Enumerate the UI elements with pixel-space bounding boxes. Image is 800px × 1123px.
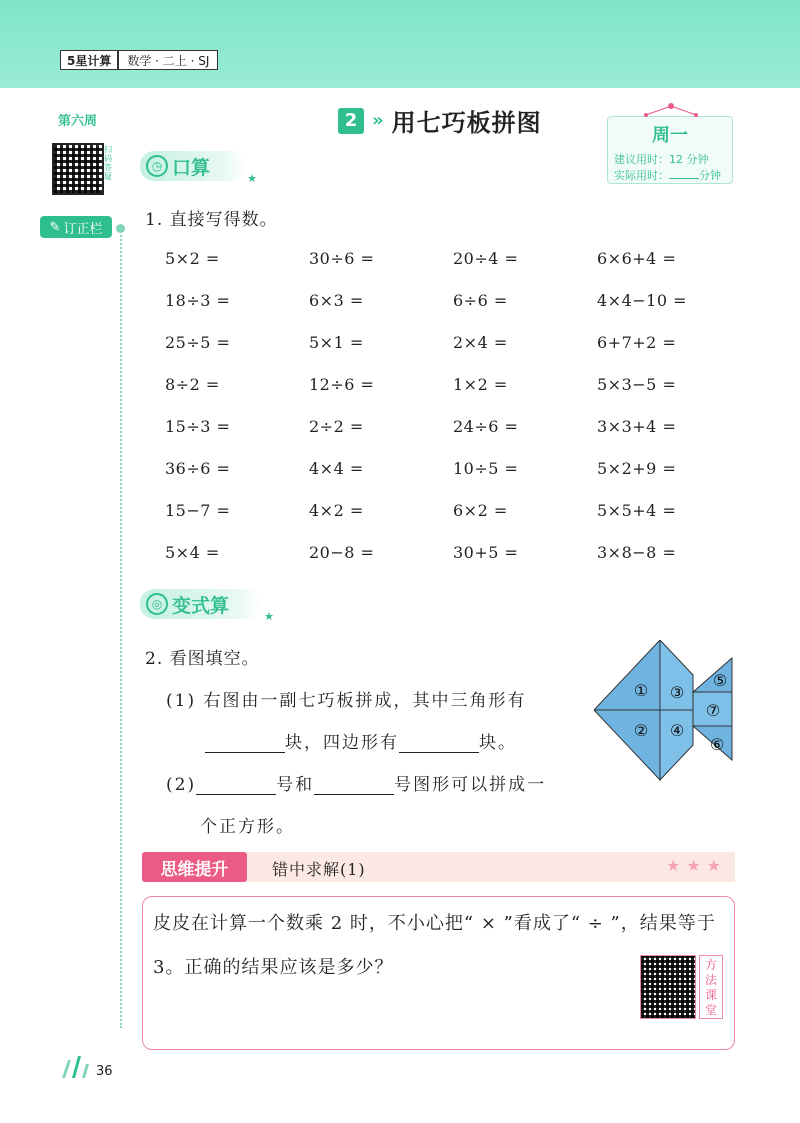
correction-divider: [120, 228, 122, 1028]
calc-item: 6×6+4 =: [597, 249, 677, 268]
calc-item: 5×2+9 =: [597, 459, 677, 478]
stopwatch-icon: ◷: [146, 155, 168, 177]
correction-label: 订正栏: [63, 221, 103, 237]
answer-blank-quadrilaterals[interactable]: [399, 735, 479, 753]
calc-item: 5×4 =: [165, 543, 220, 562]
week-label: 第六周: [58, 114, 98, 129]
answer-blank-piece-b[interactable]: [314, 777, 394, 795]
calc-item: 12÷6 =: [309, 375, 375, 394]
piece-label-2: ②: [633, 721, 649, 740]
qr-side-text: 扫码答疑: [104, 145, 112, 181]
star-icon: ★: [247, 172, 257, 185]
calc-item: 6÷6 =: [453, 291, 508, 310]
piece-label-1: ①: [633, 681, 649, 700]
q2-part1-mid: 块，四边形有: [285, 733, 399, 753]
calc-item: 25÷5 =: [165, 333, 231, 352]
lesson-title: [338, 103, 542, 138]
answer-blank-triangles[interactable]: [205, 735, 285, 753]
calc-item: 20−8 =: [309, 543, 375, 562]
piece-label-4: ④: [669, 721, 685, 740]
pencil-icon: ✎: [49, 219, 61, 235]
actual-time-suffix: 分钟: [699, 169, 721, 182]
calc-item: 3×3+4 =: [597, 417, 677, 436]
qr-code-icon[interactable]: [640, 955, 696, 1019]
question-1-title: 1. 直接写得数。: [145, 210, 278, 230]
target-icon: ◎: [146, 593, 168, 615]
piece-label-5: ⑤: [712, 671, 728, 690]
section-variant-calc: [140, 589, 274, 623]
calc-item: 20÷4 =: [453, 249, 519, 268]
calc-item: 8÷2 =: [165, 375, 220, 394]
piece-label-7: ⑦: [705, 701, 721, 720]
qr-code-icon[interactable]: [52, 143, 104, 195]
q2-part2-end: 号图形可以拼成一: [394, 775, 547, 795]
tangram-piece-2: [594, 710, 660, 780]
tangram-fish-figure: [594, 640, 734, 785]
problem-line-2: 3。正确的结果应该是多少？: [153, 957, 394, 978]
q2-part2-mid: 号和: [276, 775, 315, 795]
star-icon: ★: [264, 610, 274, 623]
calc-item: 3×8−8 =: [597, 543, 677, 562]
correction-tag: [40, 216, 112, 238]
calc-item: 5×1 =: [309, 333, 364, 352]
calc-item: 5×3−5 =: [597, 375, 677, 394]
section-variant-calc-label: 变式算: [172, 594, 230, 617]
actual-time-blank[interactable]: [669, 169, 699, 179]
calc-item: 15−7 =: [165, 501, 231, 520]
section-oral-calc: [140, 151, 257, 185]
actual-time: [614, 167, 721, 183]
calc-item: 6×3 =: [309, 291, 364, 310]
actual-time-prefix: 实际用时：: [614, 169, 669, 182]
calc-item: 6+7+2 =: [597, 333, 677, 352]
question-2-title: 2. 看图填空。: [145, 649, 260, 669]
calc-item: 15÷3 =: [165, 417, 231, 436]
thinking-bar: [142, 852, 735, 882]
calc-item: 2×4 =: [453, 333, 508, 352]
book-mark-icon: [60, 1056, 94, 1078]
day-label: 周一: [652, 125, 688, 146]
page-number: 36: [96, 1064, 113, 1079]
calc-item: 18÷3 =: [165, 291, 231, 310]
calc-item: 1×2 =: [453, 375, 508, 394]
thinking-tag: 思维提升: [142, 852, 247, 882]
thinking-title: 错中求解(1): [272, 860, 366, 879]
day-card: [607, 116, 733, 184]
piece-label-6: ⑥: [709, 735, 725, 754]
divider-dot: [116, 224, 125, 233]
hanger-icon: [642, 103, 700, 117]
calc-item: 10÷5 =: [453, 459, 519, 478]
q2-part2-line2: 个正方形。: [200, 817, 295, 837]
calc-item: 36÷6 =: [165, 459, 231, 478]
q2-part1-end: 块。: [479, 733, 517, 753]
calc-item: 4×4 =: [309, 459, 364, 478]
difficulty-stars: ★★★: [665, 856, 727, 875]
calc-item: 5×5+4 =: [597, 501, 677, 520]
course-label: 数学 · 二上 · SJ: [127, 53, 210, 68]
calc-item: 4×2 =: [309, 501, 364, 520]
lesson-title-text: 用七巧板拼图: [391, 109, 542, 137]
calc-item: 30+5 =: [453, 543, 519, 562]
tangram-piece-1: [594, 640, 660, 710]
brand-label: 5星计算: [61, 51, 119, 69]
calc-item: 30÷6 =: [309, 249, 375, 268]
piece-label-3: ③: [669, 683, 685, 702]
q2-part1-line1: (1) 右图由一副七巧板拼成，其中三角形有: [166, 691, 527, 711]
header-band: [0, 0, 800, 88]
q2-part2-start: (2): [166, 775, 197, 795]
q2-part2-line1: [166, 770, 546, 795]
lesson-number: 2: [338, 108, 364, 134]
calc-item: 4×4−10 =: [597, 291, 688, 310]
calc-item: 6×2 =: [453, 501, 508, 520]
chevron-right-icon: »: [372, 110, 384, 131]
calc-item: 24÷6 =: [453, 417, 519, 436]
calc-item: 2÷2 =: [309, 417, 364, 436]
q2-part1-line2: [205, 728, 517, 753]
calc-item: 5×2 =: [165, 249, 220, 268]
section-oral-calc-label: 口算: [172, 156, 211, 179]
method-class-label: 方法课堂: [699, 955, 723, 1019]
problem-line-1: 皮皮在计算一个数乘 2 时，不小心把“ × ”看成了“ ÷ ”，结果等于: [153, 913, 716, 934]
series-tag: [60, 50, 218, 70]
suggested-time: 建议用时：12 分钟: [614, 153, 709, 166]
problem-box: [142, 896, 735, 1050]
answer-blank-piece-a[interactable]: [196, 777, 276, 795]
